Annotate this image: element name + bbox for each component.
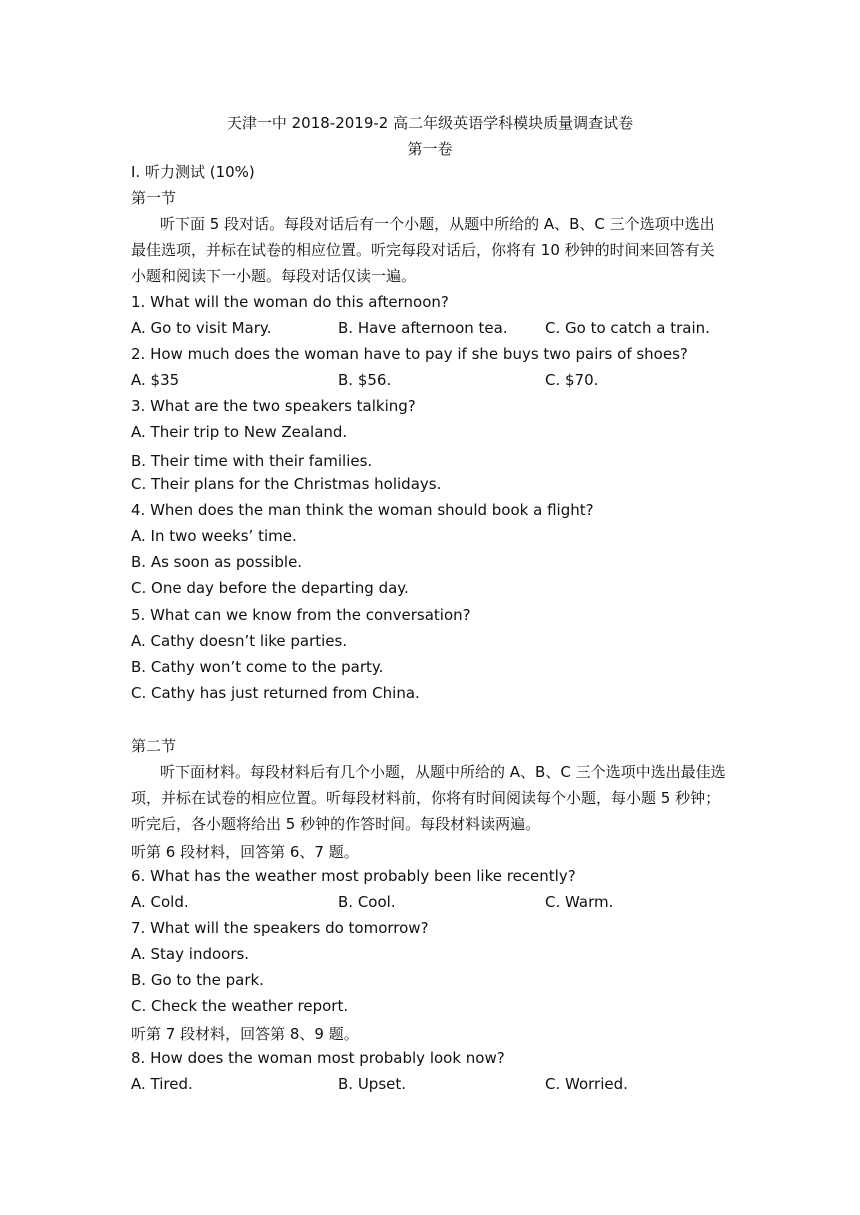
- option-a: A. Stay indoors.: [131, 945, 250, 963]
- instructions-line: 小题和阅读下一小题。每段对话仅读一遍。: [131, 267, 417, 285]
- option-a: A. Go to visit Mary.: [131, 319, 272, 337]
- option-c: C. One day before the departing day.: [131, 579, 409, 597]
- option-a: A. Cold.: [131, 893, 189, 911]
- options-row-1: [131, 318, 751, 338]
- instructions-line: 项，并标在试卷的相应位置。听每段材料前，你将有时间阅读每个小题，每小题 5 秒钟；: [131, 789, 721, 807]
- exam-title: 天津一中 2018-2019-2 高二年级英语学科模块质量调查试卷: [226, 114, 634, 132]
- option-c: C. Worried.: [545, 1075, 628, 1093]
- question-4: 4. When does the man think the woman should book a flight?: [131, 501, 594, 519]
- instructions-line: 听下面材料。每段材料后有几个小题，从题中所给的 A、B、C 三个选项中选出最佳选: [160, 763, 726, 781]
- options-row-2: [131, 370, 751, 390]
- question-5: 5. What can we know from the conversation?: [131, 606, 471, 624]
- option-a: A. Cathy doesn’t like parties.: [131, 632, 348, 650]
- option-a: A. Tired.: [131, 1075, 193, 1093]
- option-b: B. Cool.: [338, 893, 396, 911]
- option-b: B. As soon as possible.: [131, 553, 303, 571]
- volume-title: 第一卷: [407, 140, 453, 158]
- option-b: B. Have afternoon tea.: [338, 319, 508, 337]
- option-b: B. $56.: [338, 371, 392, 389]
- option-c: C. Their plans for the Christmas holidays.: [131, 475, 442, 493]
- options-row-6: [131, 892, 751, 912]
- material-7-heading: 听第 7 段材料，回答第 8、9 题。: [131, 1025, 359, 1043]
- option-c: C. Go to catch a train.: [545, 319, 710, 337]
- options-row-8: [131, 1074, 751, 1094]
- instructions-line: 最佳选项，并标在试卷的相应位置。听完每段对话后，你将有 10 秒钟的时间来回答有关: [131, 241, 715, 259]
- question-1: 1. What will the woman do this afternoon?: [131, 293, 449, 311]
- instructions-line: 听完后，各小题将给出 5 秒钟的作答时间。每段材料读两遍。: [131, 815, 541, 833]
- option-a: A. $35: [131, 371, 180, 389]
- instructions-line: 听下面 5 段对话。每段对话后有一个小题，从题中所给的 A、B、C 三个选项中选出: [160, 215, 715, 233]
- question-6: 6. What has the weather most probably been like recently?: [131, 867, 576, 885]
- question-7: 7. What will the speakers do tomorrow?: [131, 919, 429, 937]
- question-2: 2. How much does the woman have to pay if she buys two pairs of shoes?: [131, 345, 688, 363]
- option-b: B. Their time with their families.: [131, 452, 373, 470]
- option-a: A. Their trip to New Zealand.: [131, 423, 348, 441]
- option-b: B. Upset.: [338, 1075, 407, 1093]
- question-8: 8. How does the woman most probably look now?: [131, 1049, 505, 1067]
- option-c: C. $70.: [545, 371, 599, 389]
- option-b: B. Cathy won’t come to the party.: [131, 658, 384, 676]
- option-c: C. Cathy has just returned from China.: [131, 684, 420, 702]
- part-two-heading: 第二节: [131, 737, 177, 755]
- option-b: B. Go to the park.: [131, 971, 264, 989]
- material-6-heading: 听第 6 段材料，回答第 6、7 题。: [131, 843, 359, 861]
- question-3: 3. What are the two speakers talking?: [131, 397, 416, 415]
- part-one-heading: 第一节: [131, 189, 177, 207]
- section-heading: I. 听力测试 (10%): [131, 163, 255, 181]
- option-a: A. In two weeks’ time.: [131, 527, 297, 545]
- option-c: C. Warm.: [545, 893, 614, 911]
- option-c: C. Check the weather report.: [131, 997, 349, 1015]
